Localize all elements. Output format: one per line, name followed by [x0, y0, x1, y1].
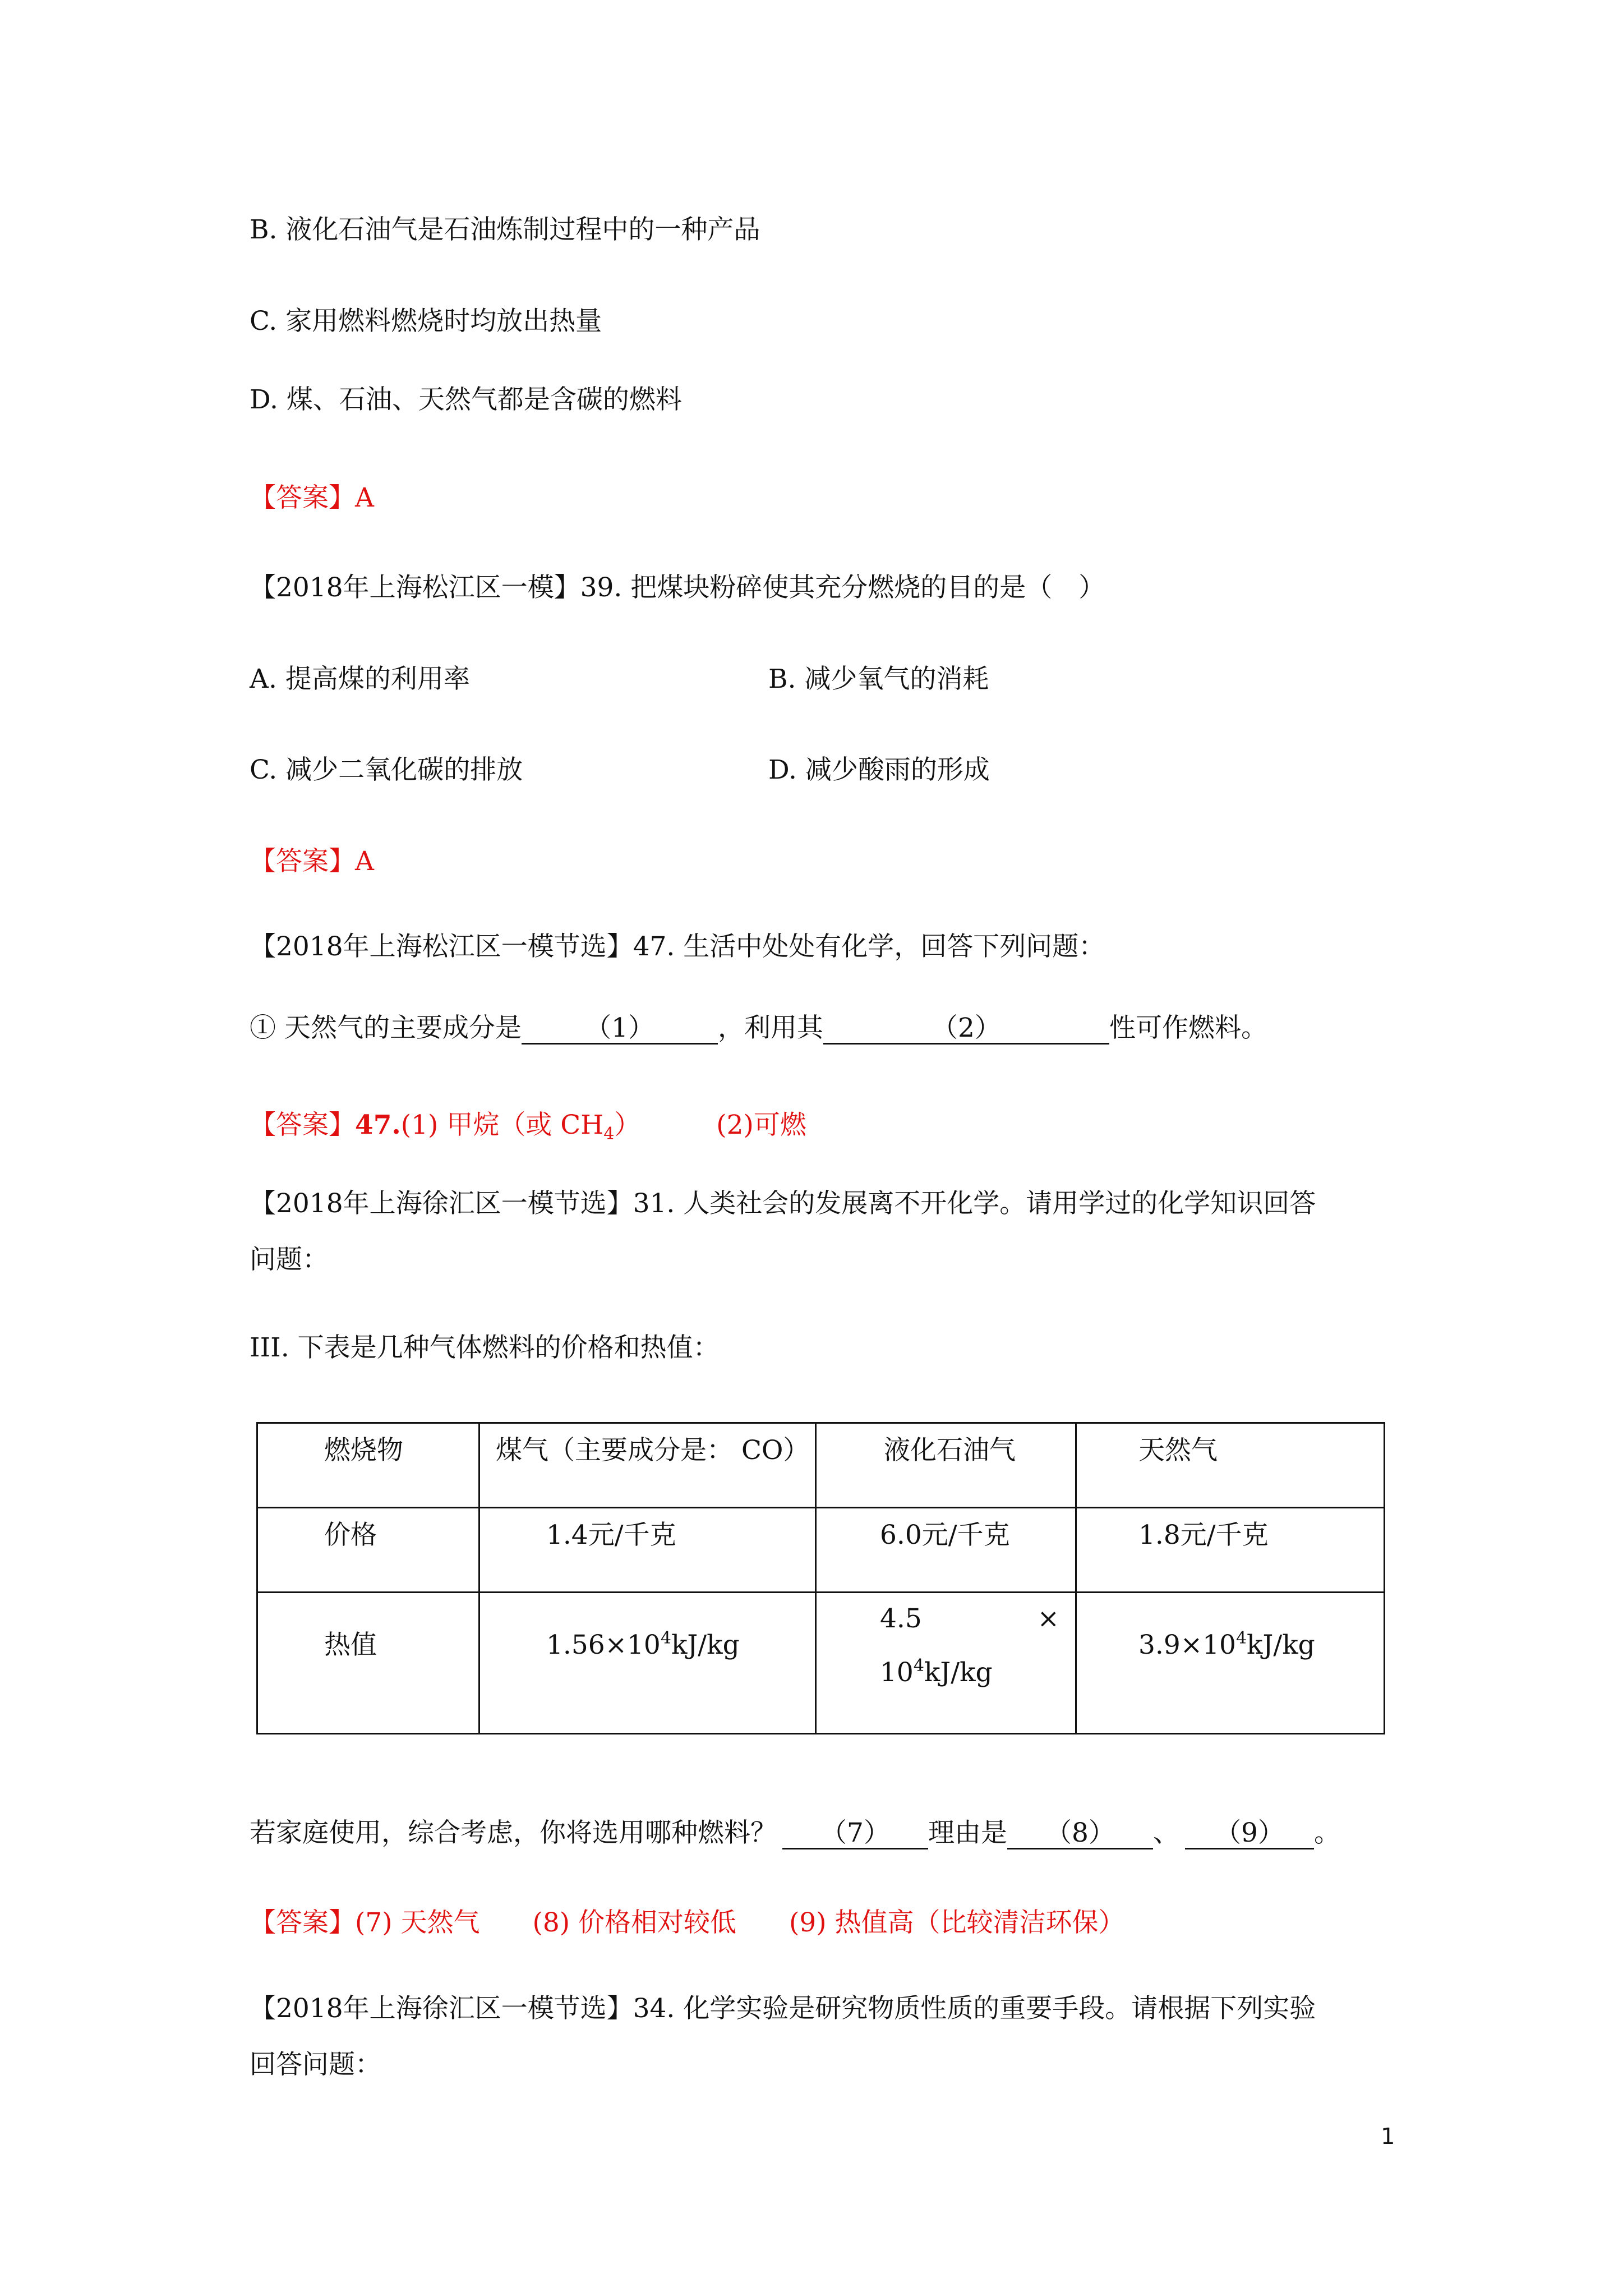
question-39-option-d: D. 减少酸雨的形成 — [768, 754, 990, 785]
table-cell: 1.4元/千克 — [479, 1508, 816, 1593]
answer-3-label: 【答案】 — [250, 1110, 355, 1140]
answer-3-part1: (1) 甲烷（或 CH — [400, 1110, 604, 1140]
table-row-heat — [257, 1593, 1385, 1734]
question-31-prompt-prefix: 若家庭使用，综合考虑，你将选用哪种燃料？ — [250, 1818, 777, 1848]
question-31-prompt-end: 。 — [1314, 1818, 1340, 1848]
question-34-line2: 回答问题： — [250, 2049, 381, 2080]
page-number: 1 — [1381, 2124, 1395, 2150]
answer-2: 【答案】A — [250, 846, 374, 877]
question-31-prompt — [250, 1818, 1340, 1849]
answer-4: 【答案】(7) 天然气 (8) 价格相对较低 (9) 热值高（比较清洁环保） — [250, 1907, 1125, 1938]
option-c-prev: C. 家用燃料燃烧时均放出热量 — [250, 306, 602, 337]
table-cell: $3.9\times 10^4kJ/kg$ — [1076, 1593, 1385, 1734]
question-47-stem: 【2018年上海松江区一模节选】47. 生活中处处有化学，回答下列问题： — [250, 931, 1105, 962]
question-31-prompt-sep: 、 — [1153, 1818, 1179, 1848]
answer-3 — [250, 1110, 806, 1144]
answer-3-num: 47. — [355, 1110, 401, 1140]
table-cell: 热值 — [257, 1593, 479, 1734]
question-39-option-a: A. 提高煤的利用率 — [250, 664, 470, 694]
option-b-prev: B. 液化石油气是石油炼制过程中的一种产品 — [250, 214, 760, 245]
table-cell: 燃烧物 — [257, 1423, 479, 1508]
table-cell: 天然气 — [1076, 1423, 1385, 1508]
table-cell: 价格 — [257, 1508, 479, 1593]
table-row-header — [257, 1423, 1385, 1508]
question-47-suffix: 性可作燃料。 — [1109, 1013, 1267, 1043]
answer-3-part1-end: ） — [614, 1110, 641, 1140]
table-cell: 煤气（主要成分是： CO） — [479, 1423, 816, 1508]
fill-blank-7: （7） — [782, 1819, 928, 1849]
table-cell: 6.0元/千克 — [816, 1508, 1076, 1593]
fill-blank-8: （8） — [1007, 1819, 1153, 1849]
table-cell: 4.5 × $10^4kJ/kg$ — [816, 1593, 1076, 1734]
question-39-stem: 【2018年上海松江区一模】39. 把煤块粉碎使其充分燃烧的目的是（ ） — [250, 572, 1105, 603]
question-31-intro: III. 下表是几种气体燃料的价格和热值： — [250, 1332, 720, 1363]
question-47-item — [250, 1013, 1267, 1045]
question-47-mid: ，利用其 — [717, 1013, 823, 1043]
question-31-line2: 问题： — [250, 1244, 329, 1275]
answer-3-sub: 4 — [603, 1124, 615, 1144]
table-cell: 1.8元/千克 — [1076, 1508, 1385, 1593]
fill-blank-1: （1） — [522, 1014, 718, 1045]
question-39-option-b: B. 减少氧气的消耗 — [768, 664, 989, 694]
answer-3-part2: (2)可燃 — [716, 1110, 806, 1140]
table-cell: 液化石油气 — [816, 1423, 1076, 1508]
question-47-prefix: ① 天然气的主要成分是 — [250, 1013, 522, 1043]
question-34-line1: 【2018年上海徐汇区一模节选】34. 化学实验是研究物质性质的重要手段。请根据下列实验 — [250, 1993, 1316, 2024]
answer-1: 【答案】A — [250, 482, 374, 513]
question-39-option-c: C. 减少二氧化碳的排放 — [250, 754, 523, 785]
question-31-prompt-mid: 理由是 — [928, 1818, 1007, 1848]
option-d-prev: D. 煤、石油、天然气都是含碳的燃料 — [250, 384, 682, 415]
fill-blank-9: （9） — [1185, 1819, 1314, 1849]
table-row-price — [257, 1508, 1385, 1593]
fuel-table — [256, 1422, 1385, 1734]
question-31-line1: 【2018年上海徐汇区一模节选】31. 人类社会的发展离不开化学。请用学过的化学知识回答 — [250, 1188, 1316, 1219]
fill-blank-2: （2） — [823, 1014, 1109, 1045]
table-cell: $1.56\times 10^4kJ/kg$ — [479, 1593, 816, 1734]
